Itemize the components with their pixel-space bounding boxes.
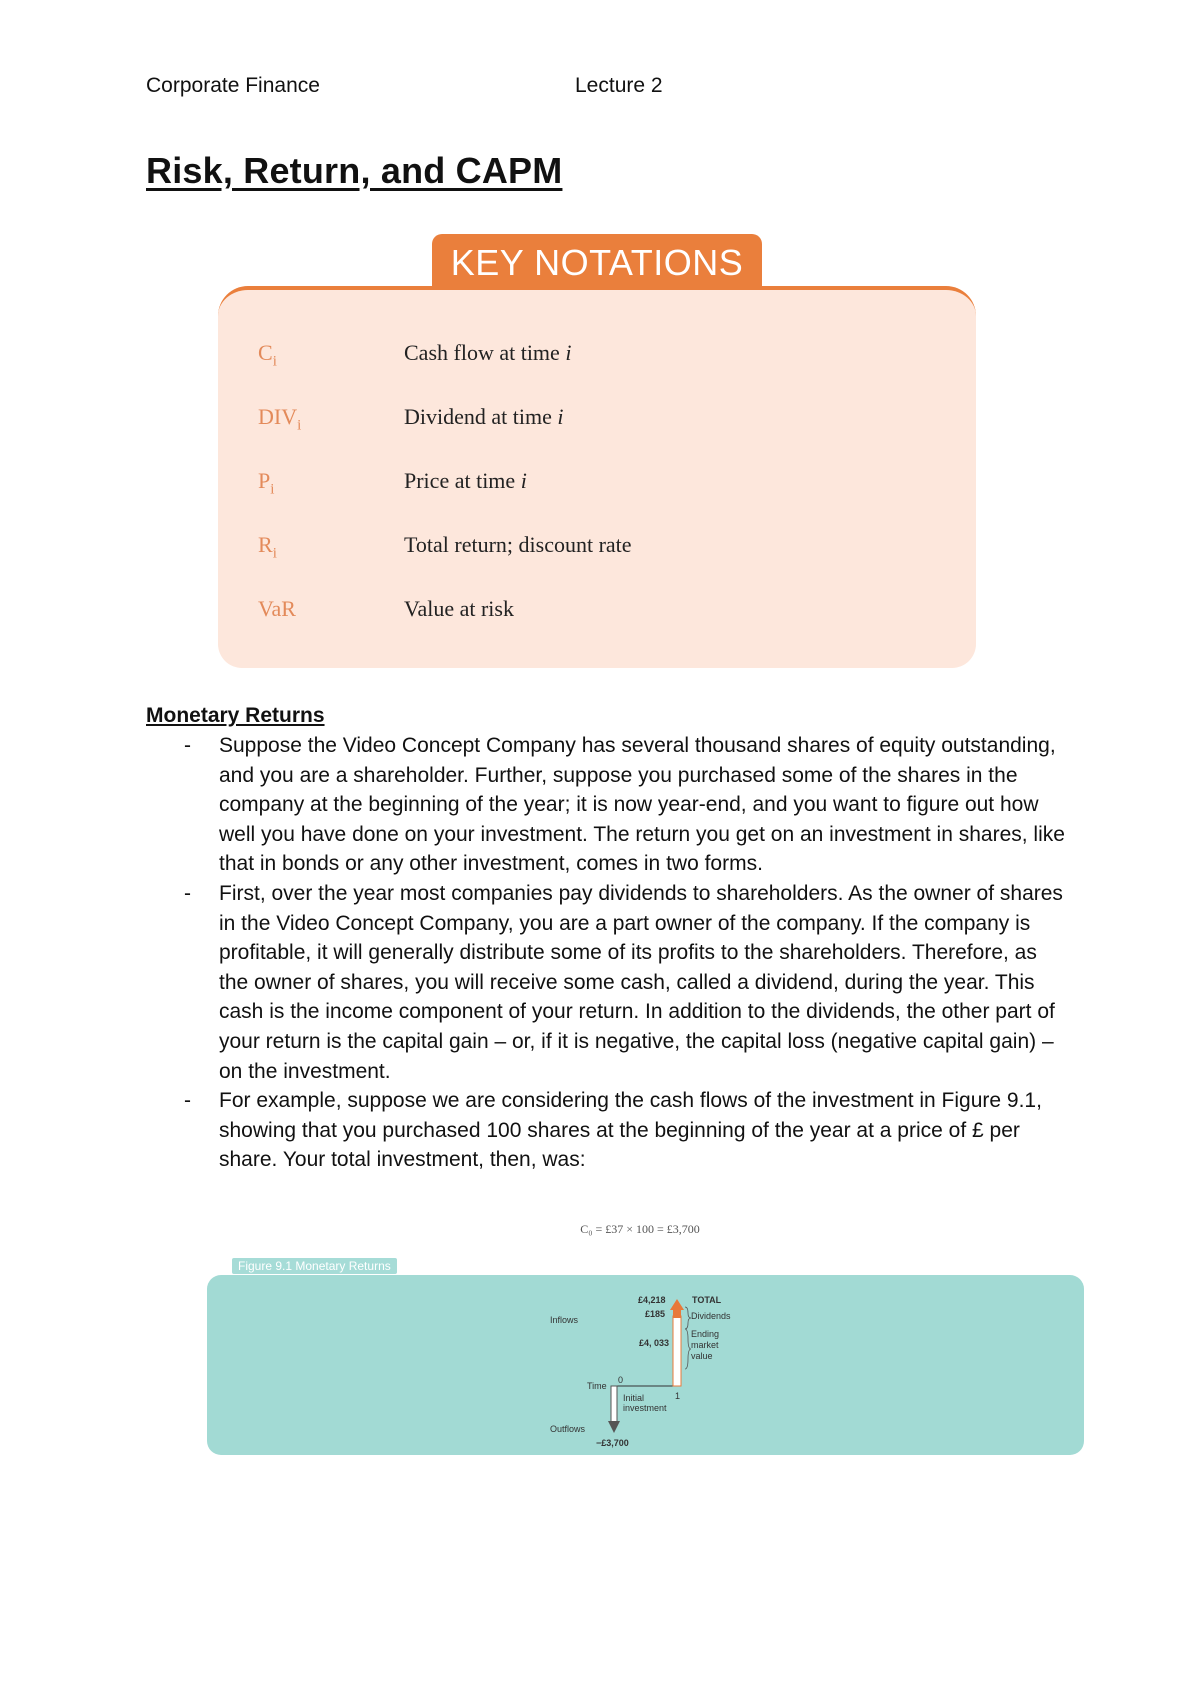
ending-label-1: Ending <box>691 1329 720 1339</box>
notation-row <box>258 404 938 440</box>
figure-panel <box>207 1275 1084 1455</box>
outflow-bar <box>611 1386 617 1422</box>
bullet-text: For example, suppose we are considering the cash flows of the investment in Figure 9.1, showing that you purchased 100 shares at the beginning of the year at a price of £ per share. Your total investment, then, was: <box>219 1089 1042 1172</box>
notation-symbol: VaR <box>258 596 296 621</box>
bullet-marker: - <box>184 1089 191 1113</box>
initial-label-2: investment <box>623 1403 667 1413</box>
notation-definition: Value at risk <box>404 596 514 621</box>
ending-value: £4, 033 <box>639 1338 670 1348</box>
dividends-value: £185 <box>645 1309 666 1319</box>
notation-symbol: $C_i$ <box>258 340 277 370</box>
notation-definition: Cash flow at time i <box>404 340 572 365</box>
cash-flow-diagram <box>207 1275 1084 1455</box>
notation-row <box>258 596 938 632</box>
ending-label-2: market <box>691 1340 719 1350</box>
notation-definition: Total return; discount rate <box>404 532 632 557</box>
bullet-marker: - <box>184 734 191 757</box>
notation-row <box>258 532 938 568</box>
time-one: 1 <box>675 1391 681 1401</box>
outflow-value: −£3,700 <box>596 1438 629 1448</box>
notation-row <box>258 468 938 504</box>
list-item <box>146 731 1066 879</box>
notation-symbol: $P_i$ <box>258 468 275 498</box>
figure-caption: Figure 9.1 Monetary Returns <box>232 1258 397 1274</box>
outflow-arrow-icon <box>608 1421 620 1433</box>
time-label: Time <box>587 1381 607 1391</box>
inflow-arrow-icon <box>670 1299 684 1310</box>
list-item <box>146 879 1066 1086</box>
dividends-label: Dividends <box>691 1311 731 1321</box>
ending-label-3: value <box>691 1351 713 1361</box>
total-label: TOTAL <box>692 1295 722 1305</box>
bullet-text: First, over the year most companies pay dividends to shareholders. As the owner of shares in the Video Concept Company, you are a part owner of the company. If the company is profitable, it will generally distribute some of its profits to the shareholders. Therefore, as the owner of shares, you will receive some cash, called a dividend, during the year. This cash is the income component of your return. In addition to the dividends, the other part of your return is the capital gain – or, if it is negative, the capital loss (negative capital gain) – on the investment. <box>219 881 1063 1083</box>
notation-symbol: $DIV_i$ <box>258 404 302 434</box>
section-heading: Monetary Returns <box>146 704 325 727</box>
notation-symbol: $R_i$ <box>258 532 277 562</box>
notation-definition: Price at time i <box>404 468 527 493</box>
outflows-label: Outflows <box>550 1424 586 1434</box>
header-lecture: Lecture 2 <box>575 74 663 97</box>
inflows-label: Inflows <box>550 1315 579 1325</box>
bullet-marker: - <box>184 881 191 905</box>
page-title: Risk, Return, and CAPM <box>146 150 563 191</box>
key-notations-box <box>218 286 976 668</box>
notation-row <box>258 340 938 376</box>
bullet-text: Suppose the Video Concept Company has several thousand shares of equity outstanding, and you are a shareholder. Further, suppose you purchased some of the shares in the company at the beginning of the year; it is now year-end, and you want to figure out how well you have done on your investment. The return you get on an investment in shares, like that in bonds or any other investment, comes in two forms. <box>219 734 1065 876</box>
key-notations-heading: KEY NOTATIONS <box>432 234 762 292</box>
bullet-list <box>146 731 1066 1175</box>
investment-formula: C₀ = £37 × 100 = £3,700 <box>580 1222 700 1236</box>
header-course: Corporate Finance <box>146 74 320 97</box>
list-item <box>146 1086 1066 1175</box>
ending-value-bar <box>673 1316 681 1386</box>
initial-label-1: Initial <box>623 1393 645 1403</box>
notation-definition: Dividend at time i <box>404 404 564 429</box>
time-zero: 0 <box>618 1375 624 1385</box>
total-value: £4,218 <box>638 1295 666 1305</box>
